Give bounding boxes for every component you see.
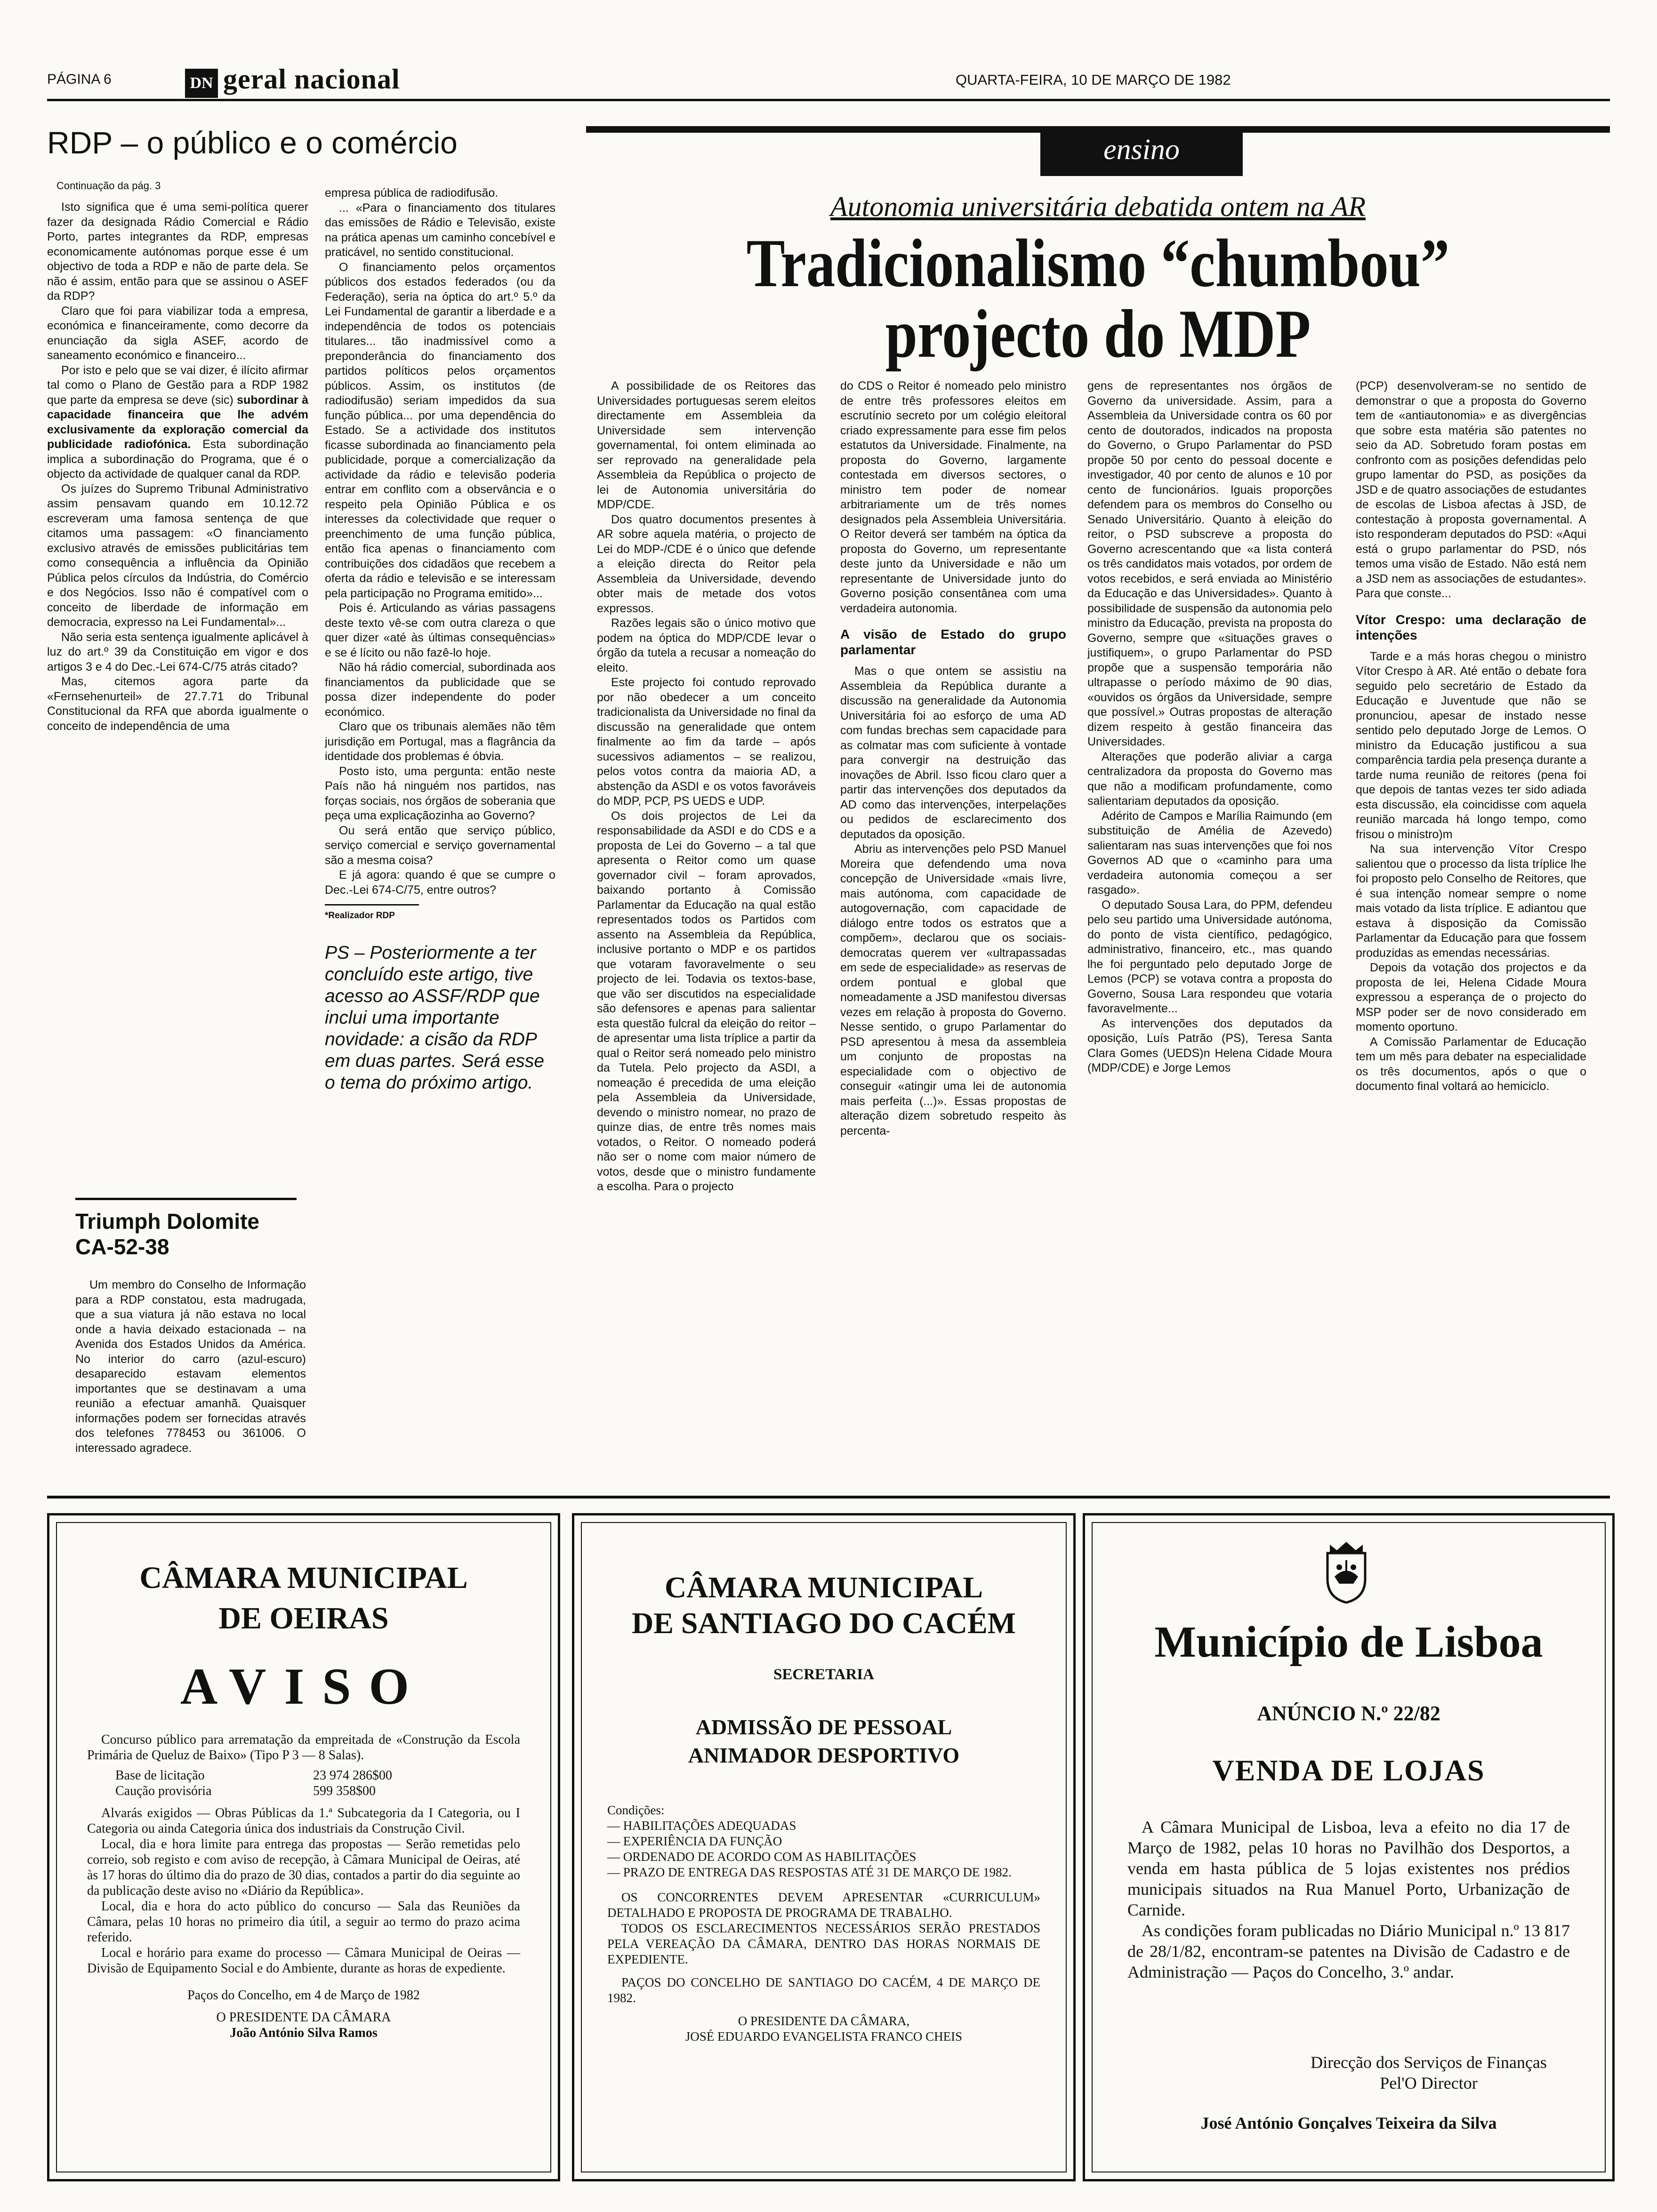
rdp-author-note: *Realizador RDP xyxy=(325,911,395,921)
rdp-c1-p3-tail: Esta subordinação implica a subordinação do Programa, que é o objecto da actividade de qualquer canal da RDP. xyxy=(47,438,308,481)
ad-lisboa-signoff-line2: Pel'O Director xyxy=(1380,2074,1478,2092)
ensino-column-3 xyxy=(1087,379,1332,1475)
ad-lisboa-signoff xyxy=(1273,2052,1584,2093)
page-date: QUARTA-FEIRA, 10 DE MARÇO DE 1982 xyxy=(956,72,1231,88)
ad-cacem-signer-role: O PRESIDENTE DA CÂMARA, xyxy=(738,2014,910,2028)
ad-cacem-place-date: PAÇOS DO CONCELHO DE SANTIAGO DO CACÉM, 4 DE MARÇO DE 1982. xyxy=(607,1975,1040,2005)
ensino-c3-p5: As intervenções dos deputados da oposição, Luís Patrão (PS), Teresa Santa Clara Gomes (UEDS)n Helena Cidade Moura (MDP/CDE) e Jorge Lemos xyxy=(1087,1017,1332,1074)
ensino-c3-p1: gens de representantes nos órgãos de Governo da universidade. Assim, para a Assembleia da Universidade contra os 60 por cento de doutorados, indicados na proposta do Governo, o Grupo Parlamentar do PSD propõe 50 por cento do pessoal docente e investigador, 40 por cento de alunos e 10 por cento de funcionários. Iguais proporções defendem para os membros do Conselho ou Senado Universitário. Quanto à eleição do reitor, o PSD subscreve a proposta do Governo acrescentando que «a lista conterá os três candidatos mais votados, por ordem de votos recebidos, e será enviada ao Ministério da Educação e das Universidades». Quanto à possibilidade de suspensão da autonomia pelo ministro da Educação, prevista na proposta do Governo, sempre que «situações graves o justifiquem», o grupo Parlamentar do PSD propõe que a suspensão temporária não ultrapasse o período máximo de 90 dias, «ouvidos os órgãos da Universidade, sempre que possível.» Outras propostas de alteração dizem respeito à gestão financeira das Universidades. xyxy=(1087,379,1332,748)
ensino-c1-p4: Este projecto foi contudo reprovado por não obedecer a um conceito tradicionalista da Universidade no final da discussão na generalidade que ontem finalmente ao fim da tarde – após sucessivos adiamentos – se realizou, pelos votos contra da maioria AD, a abstenção da ASDI e os votos favoráveis do MDP, PCP, PS UEDS e UDP. xyxy=(597,676,816,808)
ad-oeiras-body xyxy=(87,1732,520,2041)
ad-oeiras-title-line1: CÂMARA MUNICIPAL xyxy=(139,1561,468,1595)
rdp-c2-p4: Pois é. Articulando as várias passagens deste texto vê-se com outra clareza o que quer dizer «até às últimas consequências» e se é lícito ou não fazê-lo hoje. xyxy=(325,601,555,659)
ensino-c1-p1: A possibilidade de os Reitores das Universidades portuguesas serem eleitos directamente em Assembleia da Universidade sem intervenção governamental, foi ontem eliminada ao ser reprovado na generalidade pela Assembleia da República o projecto de lei de Autonomia universitária do MDP/CDE. xyxy=(597,379,816,511)
ensino-section-label: ensino xyxy=(1040,126,1243,176)
ensino-c4-p4: Depois da votação dos projectos e da proposta de lei, Helena Cidade Moura expressou a esperança de o projecto do MSP poder ser de novo considerado em momento oportuno. xyxy=(1356,961,1586,1034)
ad-cacem-subject-line1: ADMISSÃO DE PESSOAL xyxy=(695,1715,952,1739)
ad-oeiras-p2: Local, dia e hora limite para entrega das propostas — Serão remetidas pelo correio, sob registo e com aviso de recepção, à Câmara Municipal de Oeiras, até às 17 horas do último dia do prazo de 30 dias, contados a partir do dia seguinte ao da publicação deste aviso no «Diário da República». xyxy=(87,1837,520,1898)
ad-oeiras-p3: Local, dia e hora do acto público do concurso — Sala das Reuniões da Câmara, pelas 10 horas no primeiro dia útil, a seguir ao termo do prazo acima referido. xyxy=(87,1899,520,1945)
ensino-c1-p3: Razões legais são o único motivo que podem na óptica do MDP/CDE levar o órgão da tutela a recusar a nomeação do eleito. xyxy=(597,617,816,674)
ad-cacem-condition-1: — HABILITAÇÕES ADEQUADAS xyxy=(607,1819,796,1833)
ensino-c1-p2: Dos quatro documentos presentes à AR sobre aquela matéria, o projecto de Lei do MDP-/CDE é o único que defende a eleição directa do Reitor pela Assembleia da Universidade, devendo obter mais de metade dos votos expressos. xyxy=(597,513,816,615)
ad-lisboa xyxy=(1083,1513,1615,2181)
lisbon-coat-of-arms-icon xyxy=(1320,1539,1372,1605)
ensino-kicker: Autonomia universitária debatida ontem na AR xyxy=(830,191,1366,222)
rdp-c1-p3-bold: subordinar à capacidade financeira que lhe advém exclusivamente da exploração comercial da publicidade radiofónica. xyxy=(47,393,308,451)
ensino-c2-p2: Mas o que ontem se assistiu na Assembleia da República durante a discussão na generalidade da Autonomia Universitária foi ao esforço de uma AD com fundas brechas sem capacidade para as colmatar mas com suficiente à vontade para convergir na destruição das inovações de Abril. Isso ficou claro quer a partir das intervenções dos deputados da AD como das intervenções, interpelações ou pedidos de esclarecimento dos deputados da oposição. xyxy=(840,665,1066,841)
ad-cacem xyxy=(572,1513,1076,2181)
rdp-c1-p3 xyxy=(47,363,308,482)
rdp-ps-note: PS – Posteriormente a ter concluído este artigo, tive acesso ao ASSF/RDP que inclui uma importante novidade: a cisão da RDP em duas partes. Será esse o tema do próximo artigo. xyxy=(325,942,545,1093)
rdp-continuation: Continuação da pág. 3 xyxy=(56,180,161,192)
rdp-c1-p6: Mas, citemos agora parte da «Fernsehenurteil» de 27.7.71 do Tribunal Constitucional da RFA que aborda igualmente o conceito de independência de uma xyxy=(47,675,308,733)
ad-cacem-para2: TODOS OS ESCLARECIMENTOS NECESSÁRIOS SERÃO PRESTADOS PELA VEREAÇÃO DA CÂMARA, DENTRO DAS HORAS NORMAIS DE EXPEDIENTE. xyxy=(607,1921,1040,1966)
ad-cacem-subject-line2: ANIMADOR DESPORTIVO xyxy=(688,1743,960,1767)
ad-lisboa-announcement: ANÚNCIO N.º 22/82 xyxy=(1257,1702,1440,1725)
triumph-body xyxy=(75,1278,306,1456)
rdp-c1-p1: Isto significa que é uma semi-política querer fazer da designada Rádio Comercial e Rádio Porto, partes integrantes da RDP, empresas economicamente autónomas porque esse é um objectivo de toda a RDP e não de parte dela. Se não é assim, então para que se assinou o ASEF da RDP? xyxy=(47,200,308,303)
rdp-c1-p3-lead: Por isto e pelo que se vai dizer, é ilícito afirmar tal como o Plano de Gestão para a RDP 1982 que parte da empresa se deve (sic) xyxy=(47,363,308,407)
ad-oeiras-base-row xyxy=(115,1768,520,1783)
ensino-c1-p5: Os dois projectos de Lei da responsabilidade da ASDI e do CDS e a proposta de Lei do Governo – a tal que apresenta o Reitor como um quase governador civil – foram aprovados, baixando portanto à Comissão Parlamentar da Educação na qual estão representados todos os Partidos com assento na Assembleia da República, inclusive portanto o MDP e os partidos que votaram favoravelmente o seu projecto de lei. Todavia os textos-base, que vão ser discutidos na especialidade são defensores e apenas para salientar esta questão fulcral da eleição do reitor – de apresentar uma lista tríplice a partir da qual o Reitor será nomeado pelo ministro da Tutela. Pelo projecto da ASDI, a nomeação é precedida de uma eleição pela Assembleia da Universidade, devendo o ministro nomear, no prazo de quinze dias, de entre três nomes mais votados, o Reitor. O nomeado poderá não ser o nome com maior número de votos, desde que o ministro fundamente a escolha. Para o projecto xyxy=(597,809,816,1193)
rdp-c2-p6: Claro que os tribunais alemães não têm jurisdição em Portugal, mas a flagrância da identidade dos problemas é óbvia. xyxy=(325,720,555,763)
ad-cacem-para1: OS CONCORRENTES DEVEM APRESENTAR «CURRICULUM» DETALHADO E PROPOSTA DE PROGRAMA DE TRABALHO. xyxy=(607,1890,1040,1920)
ensino-c3-p3: Adérito de Campos e Marília Raimundo (em substituição de Amélia de Azevedo) salientaram nas suas intervenções que foi nos Governos AD que o «caminho para uma verdadeira autonomia começou a ser rasgado». xyxy=(1087,809,1332,897)
ensino-c3-p2: Alterações que poderão aliviar a carga centralizadora da proposta do Governo mas que não a modificam profundamente, como salientariam deputados da oposição. xyxy=(1087,750,1332,808)
ad-cacem-title-line1: CÂMARA MUNICIPAL xyxy=(664,1571,983,1604)
ensino-c2-p3: Abriu as intervenções pelo PSD Manuel Moreira que defendendo uma nova concepção de Universidade «mais livre, mais autónoma, com capacidade de autogovernação, com capacidade de diálogo entre todos os estratos que a compõem», declarou que os sociais-democratas querem ver «ultrapassadas em sede de especialidade» as reservas de ordem pontual e global que nomeadamente a JSD manifestou diversas vezes em relação à proposta do Governo. Nesse sentido, o grupo Parlamentar do PSD apresentou à mesa da assembleia um conjunto de propostas na especialidade com o objectivo de conseguir «atingir uma lei de autonomia mais perfeita (...)». Essas propostas de alteração dizem sobretudo respeito às percenta- xyxy=(840,842,1066,1138)
ad-oeiras-p4: Local e horário para exame do processo — Câmara Municipal de Oeiras — Divisão de Equipamento Social e do Ambiente, durante as horas de expediente. xyxy=(87,1946,520,1976)
rdp-c1-p4: Os juízes do Supremo Tribunal Administrativo assim pensavam quando em 10.12.72 escreveram uma famosa sentença de que citamos uma passagem: «O financiamento exclusivo através de emissões publicitárias tem como consequência a influência da Opinião Pública pelos círculos da Indústria, do Comércio e dos Negócios. Isso não é compatível com o conceito de liberdade de informação em democracia, expresso na Lei Fundamental»... xyxy=(47,482,308,629)
ensino-headline-line2: projecto do MDP xyxy=(885,296,1311,372)
rdp-column-1 xyxy=(47,200,308,1184)
ensino-c4-p3: Na sua intervenção Vítor Crespo salientou que o processo da lista tríplice lhe foi proposto pelo Conselho de Reitores, que é sua intenção nomear sempre o nome mais votado da lista tríplice. E adiantou que estava à disposição da Comissão Parlamentar da Educação para que fossem produzidas as emendas necessárias. xyxy=(1356,842,1586,960)
ensino-column-2 xyxy=(840,379,1066,1475)
ensino-c4-p5: A Comissão Parlamentar de Educação tem um mês para debater na especialidade os três documentos, após o que o documento final voltará ao hemiciclo. xyxy=(1356,1035,1586,1093)
author-rule xyxy=(325,904,419,906)
ensino-c4-p2: Tarde e a más horas chegou o ministro Vítor Crespo à AR. Até então o debate fora seguido pelo secretário de Estado da Educação e Juventude que não se pronunciou, apesar de instado nesse sentido pelo deputado Jorge de Lemos. O ministro da Educação justificou a sua comparência tardia pela presença durante a tarde numa reunião de reitores (pena foi que depois de tantas vezes ter sido adiada esta discussão, ela coincidisse com aquela reunião marcada há longo tempo, como frisou o ministro)m xyxy=(1356,649,1586,841)
ad-cacem-title-line2: DE SANTIAGO DO CACÉM xyxy=(631,1606,1016,1640)
ad-oeiras-caucao-label: Caução provisória xyxy=(115,1784,212,1798)
ad-oeiras-place-date: Paços do Concelho, em 4 de Março de 1982 xyxy=(187,1988,420,2003)
ad-lisboa-signoff-line1: Direcção dos Serviços de Finanças xyxy=(1311,2053,1547,2072)
rdp-c2-p8: Ou será então que serviço público, serviço comercial e serviço governamental são a mesma coisa? xyxy=(325,824,555,867)
ensino-c3-p4: O deputado Sousa Lara, do PPM, defendeu pelo seu partido uma Universidade autónoma, do ponto de vista científico, pedagógico, administrativo, financeiro, etc., mas quando lhe foi perguntado pelo deputado Jorge de Lemos (PCP) se votava contra a proposta do Governo, Sousa Lara respondeu que votaria favoravelmente... xyxy=(1087,898,1332,1015)
ad-cacem-body xyxy=(607,1803,1040,2044)
page-number: PÁGINA 6 xyxy=(47,72,112,87)
triumph-body-text: Um membro do Conselho de Informação para a RDP constatou, esta madrugada, que a sua viatura já não estava no local onde a havia deixado estacionada – na Avenida dos Estados Unidos da América. No interior do carro (azul-escuro) desaparecido estavam elementos importantes que se destinavam a uma reunião a efectuar amanhã. Quaisquer informações podem ser fornecidas através dos telefones 778453 ou 361006. O interessado agradece. xyxy=(75,1278,306,1455)
ad-cacem-conditions-label: Condições: xyxy=(607,1803,665,1817)
ad-oeiras-title xyxy=(68,1558,539,1639)
rdp-c2-p7: Posto isto, uma pergunta: então neste País não há ninguém nos partidos, nas forças sociais, nos órgãos de soberania que peça uma explicaçãozinha ao Governo? xyxy=(325,764,555,822)
ad-cacem-condition-4: — PRAZO DE ENTREGA DAS RESPOSTAS ATÉ 31 DE MARÇO DE 1982. xyxy=(607,1865,1012,1879)
rdp-column-2 xyxy=(325,186,555,1297)
ad-lisboa-body xyxy=(1127,1817,1570,1982)
section-name: geral nacional xyxy=(223,64,400,95)
rdp-c2-p3: O financiamento pelos orçamentos públicos dos estados federados (ou da Federação), seria na óptica do art.º 5.º da Lei Fundamental de garantir a liberdade e a independência de todos os potenciais titulares... tão inadmissível como a preponderância do financiamento dos partidos políticos pelos orçamentos públicos. Assim, os institutos (de radiodifusão) seriam impedidos da sua função pública... por uma dependência do Estado. Se a actividade dos institutos ficasse subordinada ao financiamento pela publicidade, porque a comercialização da actividade da rádio e televisão poderia entrar em conflito com a observância e o respeito pela Opinião Pública e os interesses da colectividade que requer o preenchimento de uma função pública, então fica apenas o financiamento com contribuições dos cidadãos que recebem a oferta da rádio e televisão e se interessam pela participação no Programa emitido»... xyxy=(325,260,555,600)
ad-oeiras-caucao-value: 599 358$00 xyxy=(313,1784,376,1798)
ad-cacem-title xyxy=(593,1570,1054,1641)
ensino-c2-subhead: A visão de Estado do grupo parlamentar xyxy=(840,627,1066,657)
ad-oeiras-values xyxy=(115,1768,520,1799)
ensino-column-4 xyxy=(1356,379,1586,1475)
ad-cacem-condition-2: — EXPERIÊNCIA DA FUNÇÃO xyxy=(607,1834,782,1848)
ads-top-rule xyxy=(47,1496,1610,1499)
ad-oeiras-signer-name: João António Silva Ramos xyxy=(230,2026,378,2040)
ad-lisboa-title: Município de Lisboa xyxy=(1154,1618,1543,1667)
ensino-c2-p1: do CDS o Reitor é nomeado pelo ministro de entre três professores eleitos em escrutínio secreto por um colégio eleitoral criado expressamente para esse fim pelos estatutos da Universidade. Finalmente, na proposta do Governo, largamente contestada em diversos sectores, o ministro tem poder de nomear arbitrariamente um de três nomes designados pela Assembleia Universitária. O Reitor deverá ser também na óptica da proposta do Governo, um representante deste junto da Universidade e não um representante de Universidade junto do Governo posição consentânea com uma verdadeira autonomia. xyxy=(840,379,1066,615)
newspaper-logo-mark: DN xyxy=(185,69,218,98)
ad-oeiras-signer-role: O PRESIDENTE DA CÂMARA xyxy=(216,2010,391,2025)
rdp-c2-p1: empresa pública de radiodifusão. xyxy=(325,186,499,200)
ad-oeiras-aviso: AVISO xyxy=(180,1658,427,1715)
ensino-c4-subhead: Vítor Crespo: uma declaração de intenções xyxy=(1356,612,1586,642)
ad-oeiras-base-value: 23 974 286$00 xyxy=(313,1768,392,1783)
rdp-c2-p2: ... «Para o financiamento dos titulares das emissões de Rádio e Televisão, existe na prática apenas um caminho concebível e praticável, no sentido constitucional. xyxy=(325,201,555,259)
ad-oeiras-caucao-row xyxy=(115,1783,520,1799)
ad-cacem-signer-name: JOSÉ EDUARDO EVANGELISTA FRANCO CHEIS xyxy=(685,2029,963,2044)
ad-lisboa-signer-name: José António Gonçalves Teixeira da Silva xyxy=(1200,2114,1497,2132)
ensino-headline-line1: Tradicionalismo “chumbou” xyxy=(746,225,1450,301)
ad-oeiras xyxy=(47,1513,560,2181)
rdp-c1-p5: Não seria esta sentença igualmente aplicável à luz do art.º 39 da Constituição em vigor e dos artigos 3 e 4 do Dec.-Lei 674-C/75 atrás citado? xyxy=(47,630,308,673)
ensino-c4-p1: (PCP) desenvolveram-se no sentido de demonstrar o que a proposta do Governo tem de «antiautonomia» e as divergências que sobre esta matéria são patentes no seio da AD. Sobretudo foram postas em confronto com as posições defendidas pelo grupo lamentar do PSD, as posições da JSD e de quatro associações de estudantes de escolas de Lisboa afectas à JSD, de contestação à proposta governamental. A isto responderam deputados do PSD: «Aqui está o grupo parlamentar do PSD, nós temos uma visão de Estado. Não está nem a JSD nem as associações de estudantes». Para que conste... xyxy=(1356,379,1586,600)
rdp-c2-p5: Não há rádio comercial, subordinada aos financiamentos da publicidade que se possa dizer independente do poder económico. xyxy=(325,661,555,719)
triumph-headline xyxy=(75,1209,259,1259)
ad-cacem-dept: SECRETARIA xyxy=(773,1666,874,1683)
ad-oeiras-base-label: Base de licitação xyxy=(115,1768,205,1783)
rdp-c1-p2: Claro que foi para viabilizar toda a empresa, económica e financeiramente, como decorre da enunciação da sigla ASEF, acordo de saneamento económico e financeiro... xyxy=(47,304,308,362)
ad-lisboa-para1: A Câmara Municipal de Lisboa, leva a efeito no dia 17 de Março de 1982, pelas 10 horas no Pavilhão dos Desportos, a venda em hasta pública de 5 lojas existentes nos prédios municipais situados na Rua Manuel Porto, Urbanização de Carnide. xyxy=(1127,1818,1570,1919)
ad-lisboa-subject: VENDA DE LOJAS xyxy=(1212,1754,1485,1787)
ad-lisboa-para2: As condições foram publicadas no Diário Municipal n.º 13 817 de 28/1/82, encontram-se patentes na Divisão de Cadastro e de Administração — Paços do Concelho, 3.º andar. xyxy=(1127,1921,1570,1981)
triumph-headline-line2: CA-52-38 xyxy=(75,1234,169,1259)
triumph-rule xyxy=(75,1198,297,1200)
ad-cacem-condition-3: — ORDENADO DE ACORDO COM AS HABILITAÇÕES xyxy=(607,1850,917,1864)
rdp-c2-p9: E já agora: quando é que se cumpre o Dec.-Lei 674-C/75, entre outros? xyxy=(325,868,555,897)
ad-oeiras-intro: Concurso público para arrematação da empreitada de «Construção da Escola Primária de Queluz de Baixo» (Tipo P 3 — 8 Salas). xyxy=(87,1732,520,1763)
ensino-column-1 xyxy=(597,379,816,1475)
masthead-rule xyxy=(47,99,1610,101)
rdp-headline: RDP – o público e o comércio xyxy=(47,125,458,160)
ad-cacem-subject xyxy=(593,1713,1054,1770)
ensino-headline xyxy=(668,225,1528,372)
triumph-headline-line1: Triumph Dolomite xyxy=(75,1209,259,1234)
ad-oeiras-title-line2: DE OEIRAS xyxy=(218,1601,389,1635)
ad-oeiras-p1: Alvarás exigidos — Obras Públicas da 1.ª Subcategoria da I Categoria, ou I Categoria ou ainda Categoria única dos industriais da Construção Civil. xyxy=(87,1806,520,1836)
